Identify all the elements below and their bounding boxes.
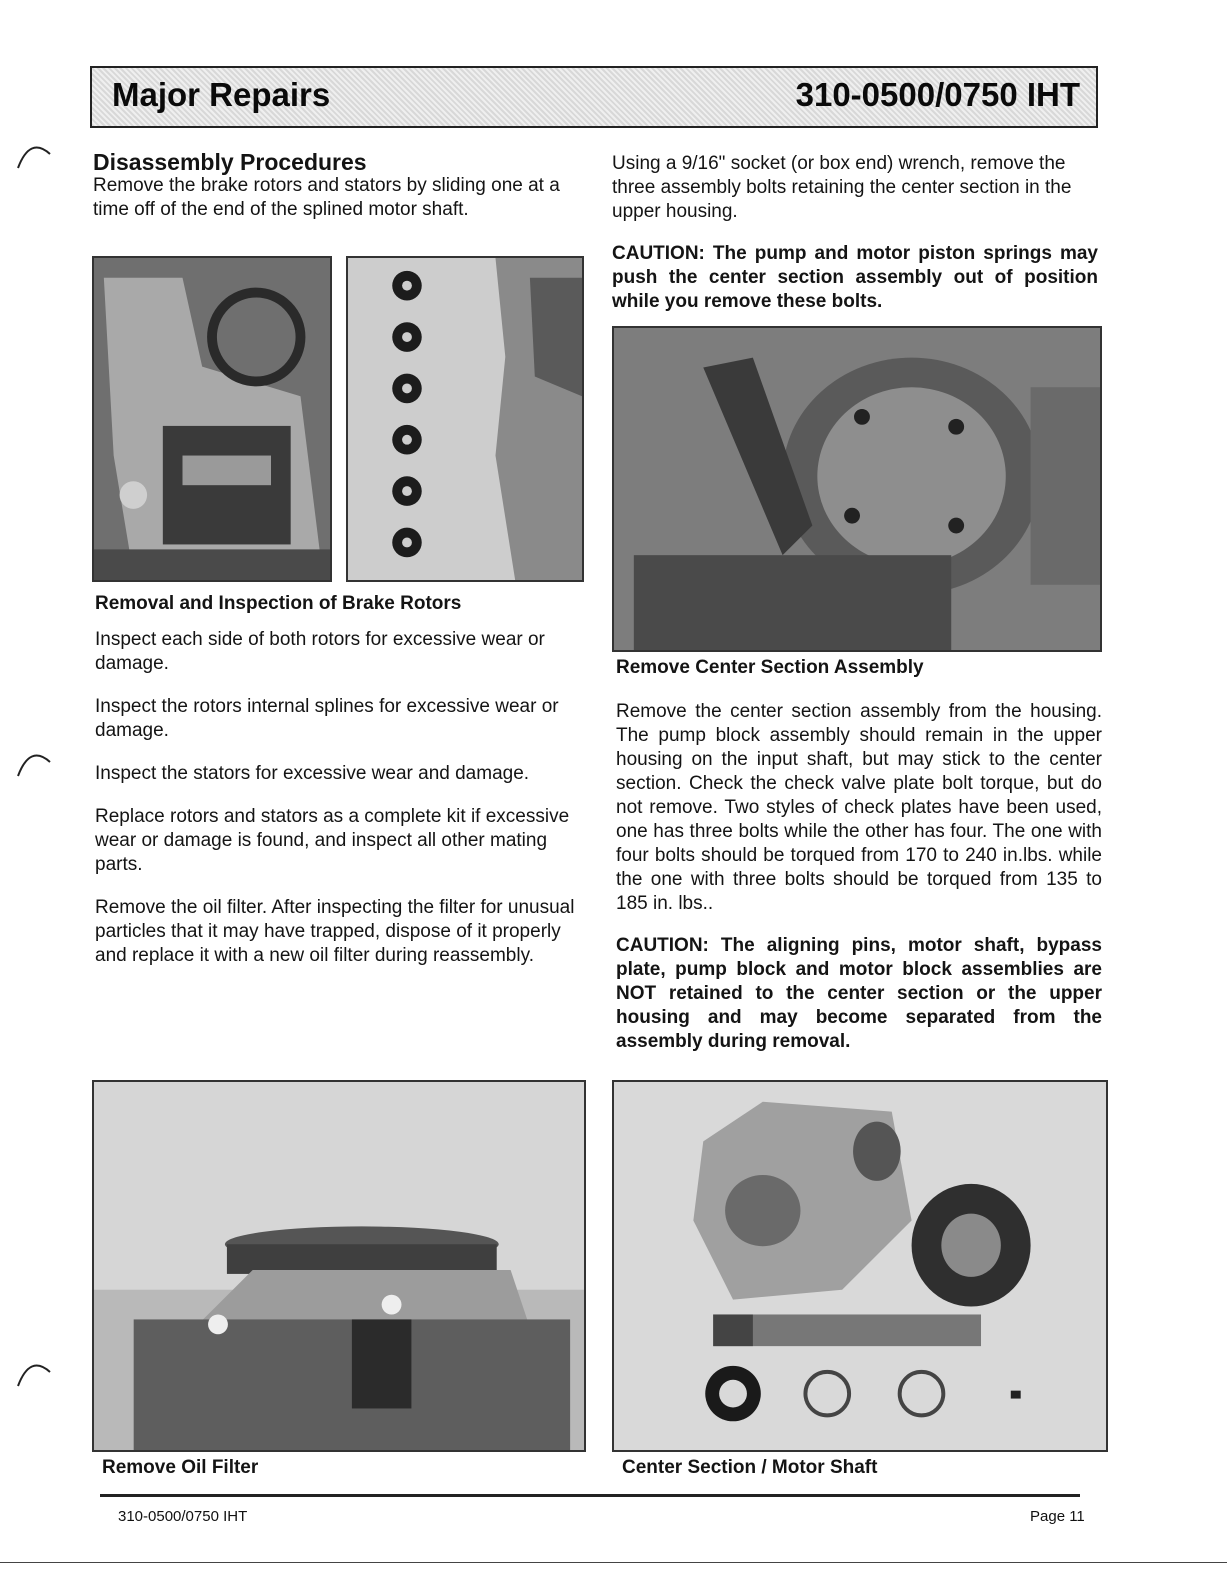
paragraph-rotor-splines: Inspect the rotors internal splines for excessive wear or damage. — [95, 696, 559, 741]
footer-model: 310-0500/0750 IHT — [118, 1508, 248, 1525]
brake-housing-photo — [92, 256, 332, 582]
section-heading: Disassembly Procedures — [93, 149, 367, 175]
caption-motor-shaft: Center Section / Motor Shaft — [622, 1457, 878, 1478]
paragraph-stators: Inspect the stators for excessive wear and damage. — [95, 763, 530, 784]
binder-hole-mark — [14, 140, 54, 170]
binder-hole-mark — [14, 748, 54, 778]
paragraph-replace-kit: Replace rotors and stators as a complete kit if excessive wear or damage is found, and inspect all other mating parts. — [95, 806, 570, 875]
header-title: Major Repairs — [112, 76, 331, 113]
page-number: Page 11 — [1030, 1508, 1085, 1525]
footer-rule — [100, 1494, 1080, 1497]
header-model: 310-0500/0750 IHT — [795, 76, 1080, 113]
oil-filter-photo — [92, 1080, 586, 1452]
header-bar — [90, 66, 1098, 128]
caution-aligning-pins: CAUTION: The aligning pins, motor shaft, bypass plate, pump block and motor block assemblies are NOT retained to the center section or the upper housing and may become separated from the assembly during removal. — [616, 935, 1102, 1052]
rotors-stators-photo — [346, 256, 584, 582]
paragraph-oil-filter: Remove the oil filter. After inspecting the filter for unusual particles that it may have trapped, dispose of it properly and replace it with a new oil filter during reassembly. — [95, 897, 575, 966]
right-intro-block — [612, 152, 1098, 314]
caption-center-section: Remove Center Section Assembly — [616, 657, 924, 678]
inspection-text — [95, 628, 585, 968]
left-intro-block — [93, 150, 585, 222]
wrench-instruction: Using a 9/16" socket (or box end) wrench, remove the three assembly bolts retaining the center section in the upper housing. — [612, 153, 1072, 222]
caution-springs: CAUTION: The pump and motor piston springs may push the center section assembly out of position while you remove these bolts. — [612, 243, 1098, 312]
paragraph-rotor-sides: Inspect each side of both rotors for excessive wear or damage. — [95, 629, 545, 674]
caption-brake-rotors: Removal and Inspection of Brake Rotors — [95, 593, 462, 614]
check-valve-paragraph: Remove the center section assembly from the housing. The pump block assembly should remain in the upper housing on the input shaft, but may stick to the center section. Check the check valve plate bolt torque, but do not remove. Two styles of check plates have been used, one has three bolts while the other has four. The one with four bolts should be torqued from 170 to 240 in.lbs. while the one with three bolts should be torqued from 135 to 185 in. lbs.. — [616, 701, 1102, 914]
binder-hole-mark — [14, 1358, 54, 1388]
caption-oil-filter: Remove Oil Filter — [102, 1457, 259, 1478]
intro-paragraph: Remove the brake rotors and stators by sliding one at a time off of the end of the splined motor shaft. — [93, 175, 560, 220]
center-section-photo — [612, 326, 1102, 652]
scan-edge-line — [0, 1562, 1227, 1563]
motor-shaft-photo — [612, 1080, 1108, 1452]
right-body-block — [616, 700, 1102, 1054]
